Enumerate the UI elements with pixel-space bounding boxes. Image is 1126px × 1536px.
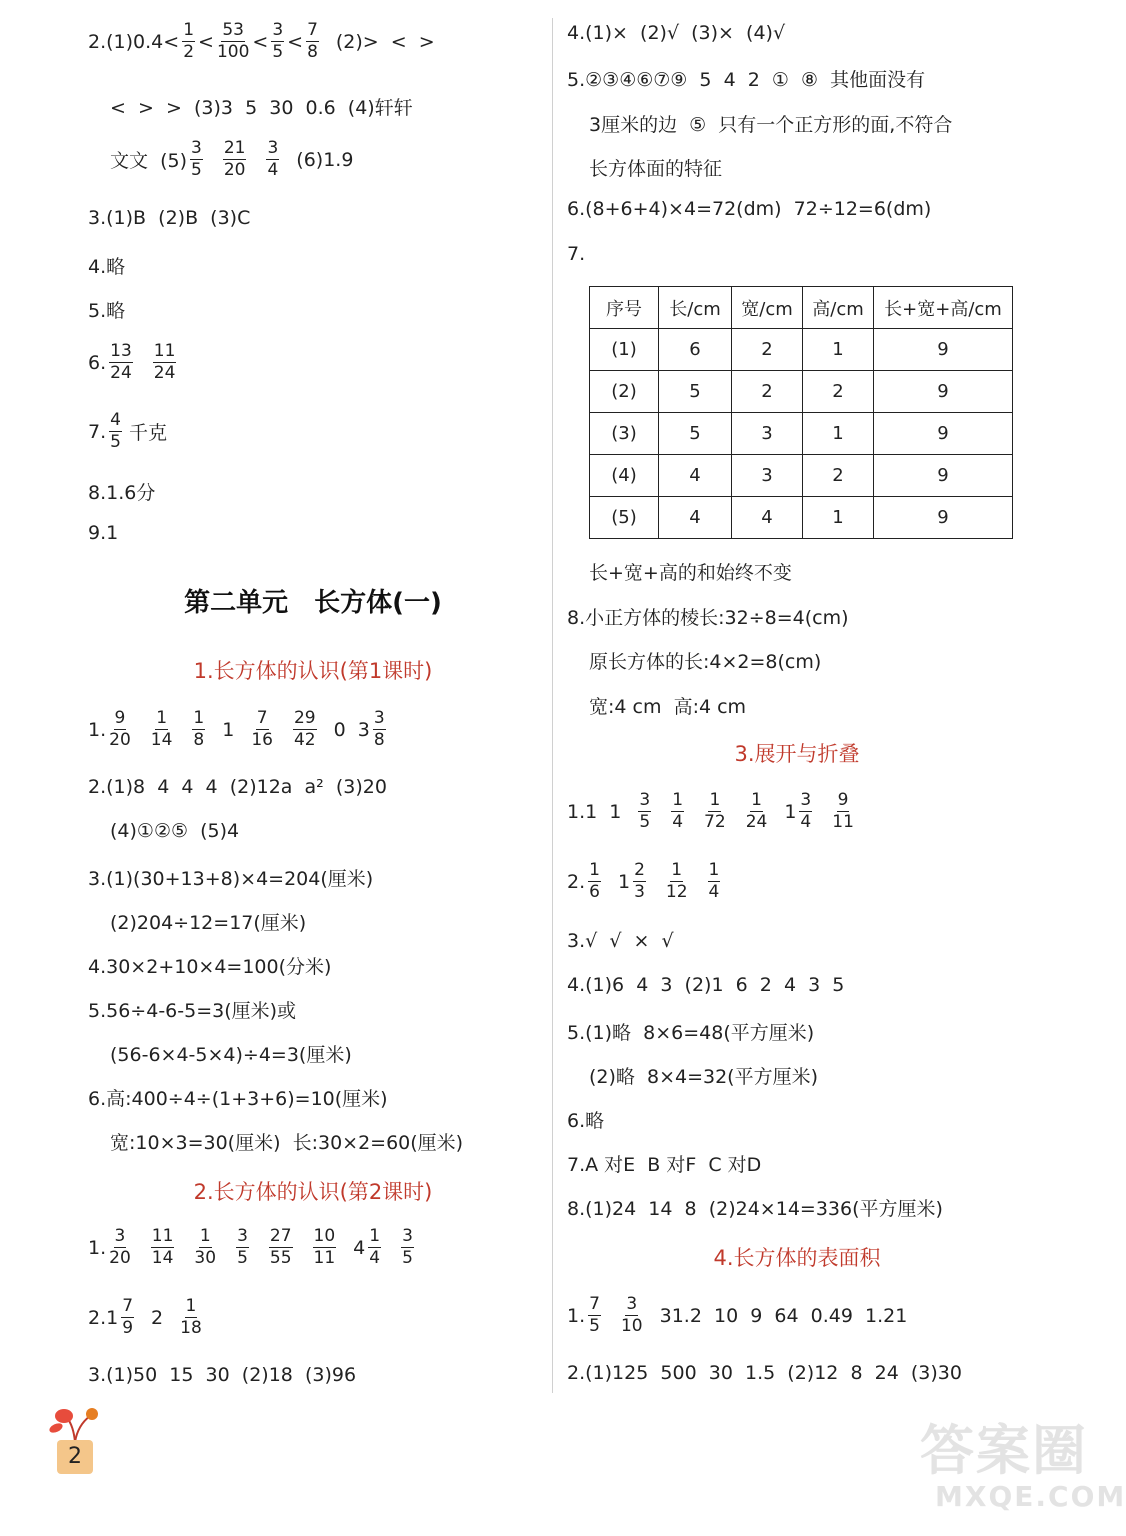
table-cell: 4 xyxy=(659,455,732,497)
answer-line: 4.(1)× (2)√ (3)× (4)√ xyxy=(567,22,786,44)
table-cell: 3 xyxy=(732,455,803,497)
fraction: $\frac{27}{55}$ xyxy=(269,1226,292,1268)
table-cell: 5 xyxy=(659,413,732,455)
answer-line: (4)①②⑤ (5)4 xyxy=(110,820,240,842)
section-title: 3.展开与折叠 xyxy=(734,742,860,766)
answer-text: (2)> < > xyxy=(335,30,435,53)
table-row xyxy=(590,497,1013,539)
table-cell: 9 xyxy=(874,329,1013,371)
answer-line: 9.1 xyxy=(88,522,119,544)
fraction: $\frac{3}{20}$ xyxy=(109,1226,131,1268)
table-header-row xyxy=(590,287,1013,329)
table-cell: 6 xyxy=(659,329,732,371)
answer-line: 1. $\frac{9}{20}$ $\frac{1}{14}$ $\frac{1}{8}$ 1 $\frac{7}{16}$ $\frac{29}{42}$ 0 3 $\frac{3}{8}$ xyxy=(88,708,385,750)
fraction: $\frac{1}{24}$ xyxy=(745,790,768,832)
page-number: 2 xyxy=(57,1440,93,1474)
fraction: $\frac{3}{5}$ xyxy=(272,20,284,62)
fraction: $\frac{7}{9}$ xyxy=(122,1296,134,1338)
fraction: $\frac{7}{16}$ xyxy=(251,708,273,750)
answer-line: 长方体面的特征 xyxy=(589,158,723,180)
answer-line: 8.1.6分 xyxy=(88,482,156,504)
fraction: $\frac{1}{12}$ xyxy=(665,860,688,902)
fraction: $\frac{1}{2}$ xyxy=(183,20,195,62)
fraction: $\frac{11}{24}$ xyxy=(153,341,176,383)
answer-line: 1. $\frac{3}{20}$ $\frac{11}{14}$ $\frac{1}{30}$ $\frac{3}{5}$ $\frac{27}{55}$ $\frac{10}{11}$ 4 $\frac{1}{4}$ $\frac{3}{5}$ xyxy=(88,1226,413,1268)
watermark: 答案圈 xyxy=(920,1419,1088,1482)
answer-line: 4.(1)6 4 3 (2)1 6 2 4 3 5 xyxy=(567,974,845,996)
fraction: $\frac{2}{3}$ xyxy=(634,860,645,902)
answer-line: 6.(8+6+4)×4=72(dm) 72÷12=6(dm) xyxy=(567,198,932,220)
table-cell: 3 xyxy=(732,413,803,455)
fraction: $\frac{1}{8}$ xyxy=(193,708,205,750)
answer-line: 2.(1)0.4< $\frac{1}{2}$ < $\frac{53}{100}$ < $\frac{3}{5}$ < $\frac{7}{8}$ (2)> < > xyxy=(88,20,435,62)
answer-line: 3.(1)50 15 30 (2)18 (3)96 xyxy=(88,1364,357,1386)
column-divider xyxy=(552,18,553,1393)
answer-line: 4.30×2+10×4=100(分米) xyxy=(88,956,332,978)
table-header-cell: 高/cm xyxy=(803,287,874,329)
fraction: $\frac{1}{72}$ xyxy=(704,790,726,832)
dimension-table xyxy=(589,286,1013,539)
table-cell: (5) xyxy=(590,497,659,539)
table-cell: (1) xyxy=(590,329,659,371)
table-header-cell: 序号 xyxy=(590,287,659,329)
fraction: $\frac{3}{10}$ xyxy=(620,1294,643,1336)
table-cell: 2 xyxy=(732,371,803,413)
table-cell: 4 xyxy=(659,497,732,539)
answer-line: 长+宽+高的和始终不变 xyxy=(589,562,792,584)
answer-text: 2.(1)0.4< xyxy=(88,30,180,53)
answer-line: 3.(1)B (2)B (3)C xyxy=(88,207,251,229)
table-cell: 9 xyxy=(874,497,1013,539)
answer-line: 5.②③④⑥⑦⑨ 5 4 2 ① ⑧ 其他面没有 xyxy=(567,69,926,91)
answer-line: 4.略 xyxy=(88,256,126,278)
answer-line: 8.(1)24 14 8 (2)24×14=336(平方厘米) xyxy=(567,1198,943,1220)
answer-line: 6.略 xyxy=(567,1110,605,1132)
section-title: 2.长方体的认识(第2课时) xyxy=(193,1180,433,1204)
table-row xyxy=(590,329,1013,371)
table-cell: 4 xyxy=(732,497,803,539)
answer-line: 2.1 $\frac{7}{9}$ 2 $\frac{1}{18}$ xyxy=(88,1296,202,1338)
fraction: $\frac{1}{14}$ xyxy=(150,708,173,750)
fraction: $\frac{53}{100}$ xyxy=(216,20,250,62)
table-cell: 1 xyxy=(803,413,874,455)
answer-line: 8.小正方体的棱长:32÷8=4(cm) xyxy=(567,607,849,629)
fraction: $\frac{1}{4}$ xyxy=(369,1226,381,1268)
table-cell: 1 xyxy=(803,329,874,371)
table-cell: 9 xyxy=(874,413,1013,455)
answer-line: 5.略 xyxy=(88,300,126,322)
fraction: $\frac{1}{6}$ xyxy=(589,860,600,902)
fraction: $\frac{21}{20}$ xyxy=(223,138,246,180)
answer-line: 文文 (5) $\frac{3}{5}$ $\frac{21}{20}$ $\frac{3}{4}$ (6)1.9 xyxy=(110,138,354,180)
answer-line: 1. $\frac{7}{5}$ $\frac{3}{10}$ 31.2 10 9 64 0.49 1.21 xyxy=(567,1294,908,1336)
table-header-cell: 长/cm xyxy=(659,287,732,329)
fraction: $\frac{9}{11}$ xyxy=(832,790,854,832)
fraction: $\frac{3}{5}$ xyxy=(639,790,651,832)
answer-line: 6. $\frac{13}{24}$ $\frac{11}{24}$ xyxy=(88,341,176,383)
table-cell: (3) xyxy=(590,413,659,455)
table-row xyxy=(590,413,1013,455)
fraction: $\frac{1}{4}$ xyxy=(708,860,720,902)
table-header-cell: 宽/cm xyxy=(732,287,803,329)
fraction: $\frac{3}{5}$ xyxy=(191,138,202,180)
answer-line: < > > (3)3 5 30 0.6 (4)轩轩 xyxy=(110,97,413,119)
fraction: $\frac{4}{5}$ xyxy=(110,410,121,452)
table-cell: (4) xyxy=(590,455,659,497)
answer-line: 1.1 1 $\frac{3}{5}$ $\frac{1}{4}$ $\frac{1}{72}$ $\frac{1}{24}$ 1 $\frac{3}{4}$ $\frac{9}{11}$ xyxy=(567,790,854,832)
answer-line: 3.(1)(30+13+8)×4=204(厘米) xyxy=(88,868,374,890)
answer-line: 宽:4 cm 高:4 cm xyxy=(589,696,747,718)
section-title: 4.长方体的表面积 xyxy=(713,1246,881,1270)
fraction: $\frac{3}{5}$ xyxy=(237,1226,248,1268)
fraction: $\frac{1}{18}$ xyxy=(180,1296,202,1338)
table-row xyxy=(590,455,1013,497)
answer-line: 7.A 对E B 对F C 对D xyxy=(567,1154,762,1176)
answer-line: (56-6×4-5×4)÷4=3(厘米) xyxy=(110,1044,352,1066)
fraction: $\frac{7}{5}$ xyxy=(589,1294,600,1336)
fraction: $\frac{9}{20}$ xyxy=(109,708,131,750)
table-cell: 1 xyxy=(803,497,874,539)
table-cell: 5 xyxy=(659,371,732,413)
answer-line: 3.√ √ × √ xyxy=(567,930,674,952)
watermark-url: MXQE.COM xyxy=(935,1480,1126,1513)
fraction: $\frac{3}{8}$ xyxy=(373,708,385,750)
fraction: $\frac{3}{4}$ xyxy=(267,138,279,180)
fraction: $\frac{3}{5}$ xyxy=(402,1226,413,1268)
section-title: 1.长方体的认识(第1课时) xyxy=(193,659,433,683)
fraction: $\frac{7}{8}$ xyxy=(307,20,318,62)
fraction: $\frac{1}{4}$ xyxy=(672,790,684,832)
table-cell: 2 xyxy=(732,329,803,371)
answer-line: 2.(1)125 500 30 1.5 (2)12 8 24 (3)30 xyxy=(567,1362,962,1384)
answer-line: 2.(1)8 4 4 4 (2)12a a² (3)20 xyxy=(88,776,387,798)
fraction: $\frac{1}{30}$ xyxy=(194,1226,217,1268)
answer-line: 3厘米的边 ⑤ 只有一个正方形的面,不符合 xyxy=(589,114,953,136)
table-header-cell: 长+宽+高/cm xyxy=(874,287,1013,329)
answer-line: 7. xyxy=(567,243,586,265)
fraction: $\frac{10}{11}$ xyxy=(313,1226,336,1268)
table-cell: 9 xyxy=(874,455,1013,497)
answer-line: 6.高:400÷4÷(1+3+6)=10(厘米) xyxy=(88,1088,388,1110)
answer-line: (2)204÷12=17(厘米) xyxy=(110,912,307,934)
answer-line: 7. $\frac{4}{5}$ 千克 xyxy=(88,410,167,452)
table-cell: 2 xyxy=(803,371,874,413)
answer-line: (2)略 8×4=32(平方厘米) xyxy=(589,1066,819,1088)
table-row xyxy=(590,371,1013,413)
answer-line: 5.56÷4-6-5=3(厘米)或 xyxy=(88,1000,297,1022)
fraction: $\frac{29}{42}$ xyxy=(293,708,316,750)
answer-line: 原长方体的长:4×2=8(cm) xyxy=(589,651,822,673)
unit-title: 第二单元 长方体(一) xyxy=(184,588,442,618)
answer-line: 2. $\frac{1}{6}$ 1 $\frac{2}{3}$ $\frac{1}{12}$ $\frac{1}{4}$ xyxy=(567,860,720,902)
fraction: $\frac{13}{24}$ xyxy=(110,341,132,383)
table-cell: 2 xyxy=(803,455,874,497)
answer-line: 宽:10×3=30(厘米) 长:30×2=60(厘米) xyxy=(110,1132,464,1154)
table-cell: (2) xyxy=(590,371,659,413)
fraction: $\frac{11}{14}$ xyxy=(151,1226,174,1268)
table-cell: 9 xyxy=(874,371,1013,413)
fraction: $\frac{3}{4}$ xyxy=(800,790,812,832)
answer-line: 5.(1)略 8×6=48(平方厘米) xyxy=(567,1022,815,1044)
